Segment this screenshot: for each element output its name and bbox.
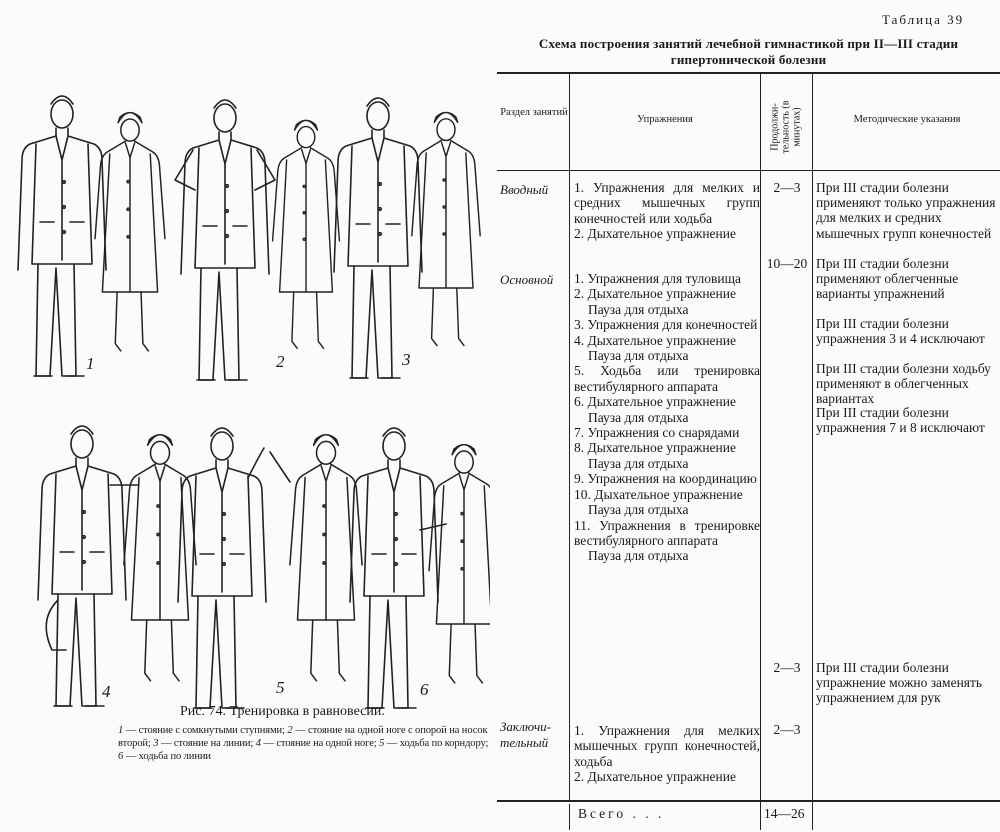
exercise-item: 2. Дыхательное упражнение bbox=[574, 769, 736, 785]
legend-text-4: — стояние на одной ноге; bbox=[260, 738, 380, 749]
table-title-line-2: гипертонической болезни bbox=[670, 52, 827, 67]
header-exercises: Упражнения bbox=[637, 114, 693, 125]
duration-vestibular: 2—3 bbox=[773, 660, 801, 675]
exercise-item: 2. Дыхательное упражнение bbox=[574, 286, 736, 302]
table-title-line-1: Схема построения занятий лечебной гимнастикой при II—III стадии bbox=[538, 36, 959, 51]
figure-number-1: 1 bbox=[86, 354, 95, 373]
total-label: Всего . . . bbox=[578, 806, 665, 821]
exercise-item: 8. Дыхательное упражнение bbox=[574, 440, 736, 456]
legend-num-6: 6 bbox=[118, 751, 124, 762]
exercise-list-final bbox=[574, 723, 760, 785]
exercise-item: 1. Упражнения для мелких и средних мышечных групп конечностей или ходьба bbox=[574, 180, 760, 226]
legend-num-2: 2 bbox=[287, 725, 293, 736]
figure-6-drawing bbox=[350, 428, 490, 708]
duration-main: 10—20 bbox=[766, 256, 808, 271]
exercise-item: 1. Упражнения для мелких мышечных групп конечностей, ходьба bbox=[574, 723, 760, 769]
exercise-item: Пауза для отдыха bbox=[588, 502, 689, 518]
figure-caption-title: Рис. 74. Тренировка в равновесии. bbox=[180, 704, 385, 719]
table-title bbox=[497, 36, 1000, 68]
table-label: Таблица 39 bbox=[882, 12, 965, 27]
note-2: При III стадии болезни применяют облегченные варианты упражнений bbox=[816, 256, 959, 302]
figure-4-drawing bbox=[38, 426, 196, 706]
figure-number-2: 2 bbox=[276, 352, 285, 371]
exercise-item: 11. Упражнения в тренировке вестибулярного аппарата bbox=[574, 517, 760, 548]
figure-legend bbox=[118, 724, 490, 763]
header-notes: Методические указания bbox=[853, 114, 961, 125]
total-value: 14—26 bbox=[764, 806, 805, 821]
figure-number-4: 4 bbox=[102, 682, 111, 701]
column-divider-2 bbox=[760, 73, 761, 830]
duration-introductory: 2—3 bbox=[773, 180, 801, 195]
note-1: При III стадии болезни применяют только упражнения для мелких и средних мышечных групп конечностей bbox=[816, 180, 996, 241]
table-header-rule bbox=[497, 170, 1000, 171]
note-5: При III стадии болезни упражнения 7 и 8 исключают bbox=[816, 405, 985, 436]
exercise-list-introductory bbox=[574, 180, 760, 242]
legend-num-3: 3 bbox=[153, 738, 159, 749]
total-left-divider bbox=[569, 804, 570, 830]
exercise-item: Пауза для отдыха bbox=[588, 409, 689, 425]
exercise-item: Пауза для отдыха bbox=[588, 548, 689, 564]
exercise-item: 6. Дыхательное упражнение bbox=[574, 394, 736, 410]
legend-num-5: 5 bbox=[379, 738, 385, 749]
figure-5-drawing bbox=[178, 428, 362, 708]
note-4: При III стадии болезни ходьбу применяют в облегченных вариантах bbox=[816, 361, 991, 407]
exercise-item: Пауза для отдыха bbox=[588, 455, 689, 471]
header-duration-text: Продолжи-тельность (в минутах) bbox=[769, 100, 803, 154]
exercise-item: 3. Упражнения для конечностей bbox=[574, 317, 758, 333]
legend-text-3: — стояние на линии; bbox=[158, 738, 256, 749]
legend-text-1: — стояние с сомкнутыми ступнями; bbox=[123, 725, 288, 736]
exercise-item: 2. Дыхательное упражнение bbox=[574, 226, 736, 242]
figure-1-drawing bbox=[18, 96, 165, 376]
figure-2-drawing bbox=[175, 100, 339, 380]
section-final: Заключи-тельный bbox=[500, 719, 551, 750]
exercise-item: 10. Дыхательное упражнение bbox=[574, 486, 743, 502]
header-section: Раздел занятий bbox=[500, 107, 568, 118]
exercise-item: 4. Дыхательное упражнение bbox=[574, 332, 736, 348]
figure-number-3: 3 bbox=[402, 350, 411, 369]
duration-final: 2—3 bbox=[773, 722, 801, 737]
legend-num-1: 1 bbox=[118, 725, 124, 736]
exercise-item: 7. Упражнения со снарядами bbox=[574, 425, 740, 441]
legend-num-4: 4 bbox=[255, 738, 261, 749]
note-3: При III стадии болезни упражнения 3 и 4 исключают bbox=[816, 316, 985, 347]
legend-text-5: — ходьба по корндору; bbox=[384, 738, 489, 749]
exercise-item: Пауза для отдыха bbox=[588, 301, 689, 317]
exercise-list-main bbox=[574, 271, 760, 564]
figure-3-drawing bbox=[334, 98, 480, 378]
note-6: При III стадии болезни упражнение можно заменять упражнением для рук bbox=[816, 660, 983, 706]
figure-number-6: 6 bbox=[420, 680, 429, 699]
section-introductory: Вводный bbox=[500, 182, 549, 197]
exercise-item: Пауза для отдыха bbox=[588, 348, 689, 364]
table-bottom-rule bbox=[497, 800, 1000, 802]
legend-text-6: — ходьба по линии bbox=[123, 751, 211, 762]
column-divider-3 bbox=[812, 73, 813, 830]
legend-text-2: — стояние на одной ноге с опорой на носок второй; bbox=[118, 725, 488, 749]
table-top-rule bbox=[497, 72, 1000, 74]
figure-number-5: 5 bbox=[276, 678, 285, 697]
exercise-item: 5. Ходьба или тренировка вестибулярного аппарата bbox=[574, 363, 760, 394]
section-main: Основной bbox=[500, 272, 554, 287]
exercise-item: 9. Упражнения на координацию bbox=[574, 471, 757, 487]
header-duration bbox=[762, 84, 810, 170]
exercise-item: 1. Упражнения для туловища bbox=[574, 271, 741, 286]
